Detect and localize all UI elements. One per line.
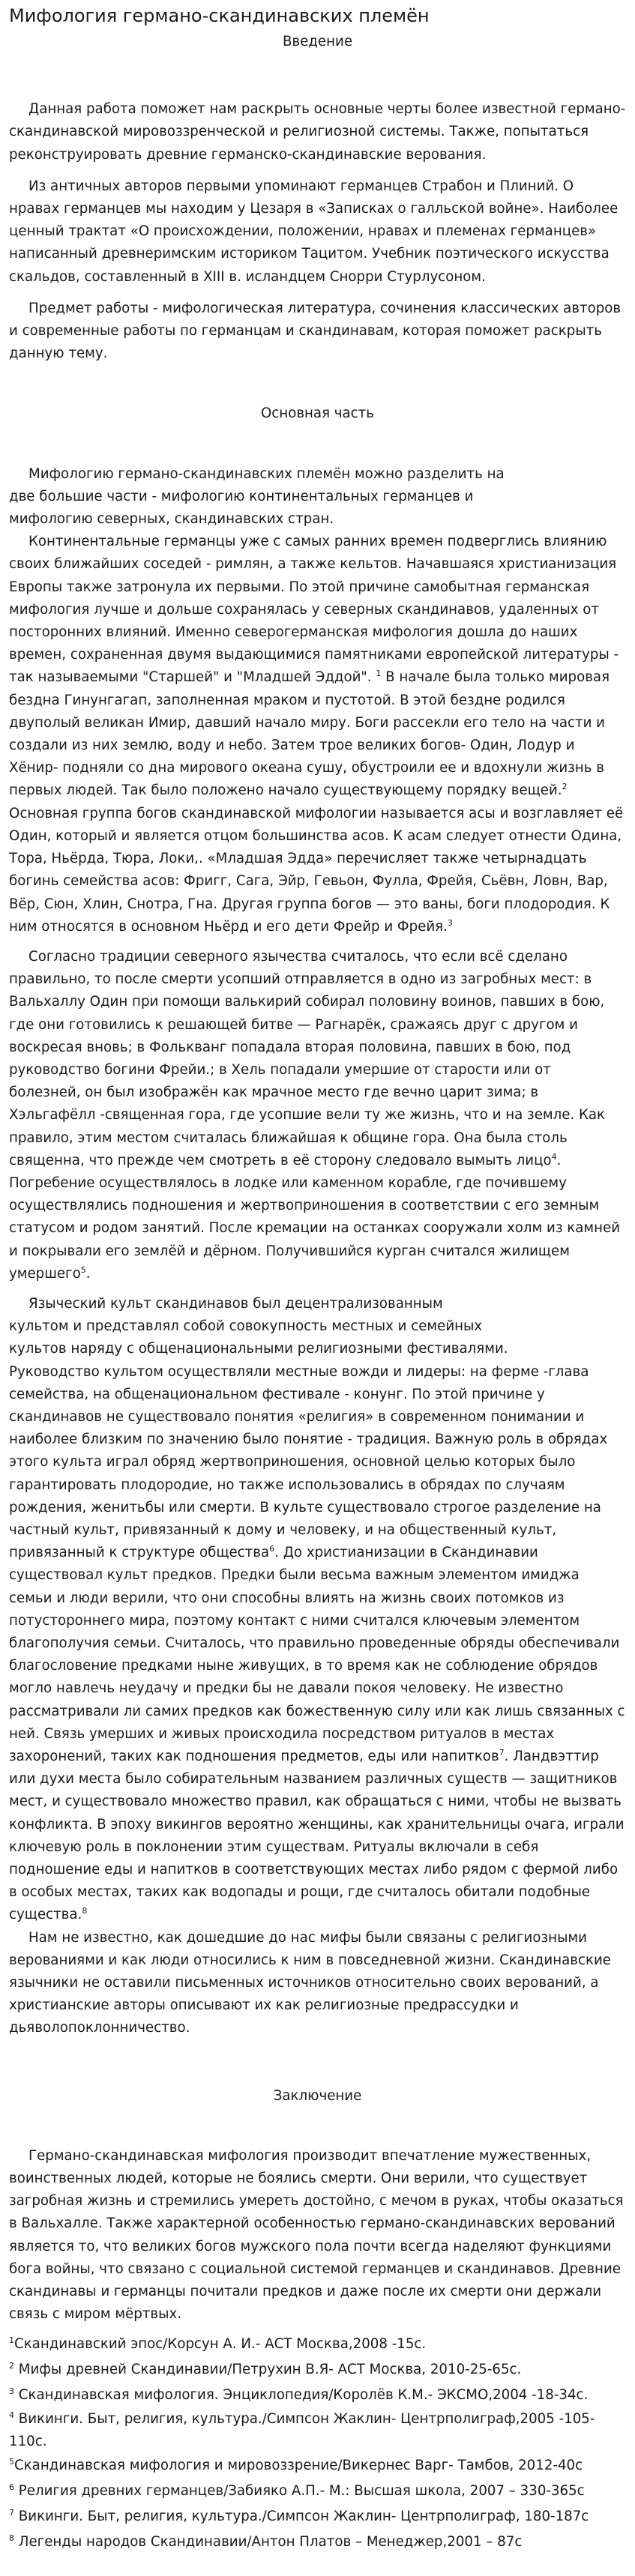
footnote-ref-7[interactable]: 7 bbox=[499, 1747, 505, 1758]
spacer bbox=[9, 938, 626, 946]
footnote-4: $^4$ Викинги. Быт, религия, культура./Симпсон Жаклин- Центрполиграф,2005 -105-110с. bbox=[9, 2410, 595, 2450]
intro-heading: Введение bbox=[282, 34, 353, 49]
intro-paragraph-1: Данная работа поможет нам раскрыть основные черты более известной германо-скандинавской мировоззренческой и религиозной системы. Также, попытаться реконструировать древние германско-скандинавские верования. bbox=[9, 101, 626, 163]
footnote-6: $^6$ Религия древних германцев/Забияко А.П.- М.: Высшая школа, 2007 – 330-365с bbox=[9, 2482, 585, 2500]
main-paragraph-2: Континентальные германцы уже с самых ранних времен подверглись влиянию своих ближайших соседей - римлян, а также кельтов. Начавшаяся христианизация Европы также затронула их первыми. По этой причине самобытная германская мифология лучше и дольше сохранялась у северных скандинавов, удаленных от посторонних влияний. Именно северогерманская мифология дошла до наших времен, сохраненная двумя выдающимися памятниками европейской литературы - так называемыми "Старшей" и "Младшей Эддой". $^1$ В начале была только мировая бездна Гинунгагап, заполненная мраком и пустотой. В этой бездне родился двуполый великан Имир, давший начало миру. Боги рассекли его тело на части и создали из них землю, воду и небо. Затем трое великих богов- Один, Лодур и Хёнир- подняли со дна мирового океана сушу, обустроили ее и вдохнули жизнь в первых людей. Так было положено начало существующему порядку вещей.$^2$ Основная группа богов скандинавской мифологии называется асы и возглавляет её Один, который и является отцом большинства асов. К асам следует отнести Одина, Тора, Ньёрда, Тюра, Локи,. «Младшая Эдда» перечисляет также четырнадцать богинь семейства асов: Фригг, Сага, Эйр, Гевьон, Фулла, Фрейя, Сьёвн, Ловн, Вар, Вёр, Сюн, Хлин, Снотра, Гна. Другая группа богов — это ваны, боги плодородия. К ним относятся в основном Ньёрд и его дети Фрейр и Фрейя.$^3$ bbox=[9, 534, 624, 935]
intro-paragraph-2: Из античных авторов первыми упоминают германцев Страбон и Плиний. О нравах германцев мы находим у Цезаря в «Записках о галльской войне». Наиболее ценный трактат «О происхождении, положении, нравах и племенах германцев» написанный древнеримским историком Тацитом. Учебник поэтического искусства скальдов, составленный в XIII в. исландцем Снорри Стурлусоном. bbox=[9, 178, 619, 285]
footnote-ref-4[interactable]: 4 bbox=[551, 1151, 557, 1162]
footnote-ref-8[interactable]: 8 bbox=[82, 1906, 88, 1916]
spacer bbox=[9, 166, 626, 175]
footnote-ref-6[interactable]: 6 bbox=[269, 1544, 275, 1554]
footnotes-list bbox=[9, 2332, 626, 2555]
main-paragraph-1-line-1: Мифологию германо-скандинавских племён можно разделить на bbox=[28, 465, 505, 482]
document-title: Мифология германо-скандинавских племён bbox=[9, 5, 430, 26]
spacer bbox=[9, 365, 626, 402]
main-paragraph-3: Согласно традиции северного язычества считалось, что если всё сделано правильно, то после смерти усопший отправляется в одно из загробных мест: в Вальхаллу Один при помощи валькирий собирал половину воинов, павших в бою, где они готовились к решающей битве — Рагнарёк, сражаясь друг с другом и воскресая вновь; в Фолькванг попадала вторая половина, павших в бою, под руководство богини Фрейи.; в Хель попадали умершие от старости или от болезней, он был изображён как мрачное место где вечно царит зима; в Хэльгафёлл -священная гора, где усопшие вели ту же жизнь, что и на земле. Как правило, этим местом считалась ближайшая к общине гора. Она была столь священна, что прежде чем смотреть в её сторону следовало вымыть лицо$^4$. Погребение осуществлялось в лодке или каменном корабле, где почившему осуществлялись подношения и жертвоприношения в соответствии с его земным статусом и родом занятий. После кремации на останках сооружали холм из камней и покрывали его землёй и дёрном. Получившийся курган считался жилищем умершего$^5$. bbox=[9, 948, 621, 1282]
footnote-7: $^7$ Викинги. Быт, религия, культура./Симпсон Жаклин- Центрполиграф, 180-187с bbox=[9, 2508, 589, 2525]
spacer bbox=[9, 2326, 626, 2332]
intro-paragraph-3: Предмет работы - мифологическая литература, сочинения классических авторов и современные работы по германцам и скандинавам, которая поможет раскрыть данную тему. bbox=[9, 300, 622, 362]
main-paragraph-1-line-2: две большие части - мифологию континентальных германцев и bbox=[9, 488, 474, 504]
footnote-ref-2[interactable]: 2 bbox=[562, 782, 568, 792]
footnote-ref-5[interactable]: 5 bbox=[80, 1264, 86, 1275]
spacer bbox=[9, 426, 626, 463]
footnote-5: $^5$Скандинавская мифология и мировоззрение/Викернес Варг- Тамбов, 2012-40с bbox=[9, 2457, 583, 2474]
main-paragraph-5: Нам не известно, как дошедшие до нас мифы были связаны с религиозными верованиями и как люди относились к ним в повседневной жизни. Скандинавские язычники не оставили письменных источников относительно своих верований, а христианские авторы описывают их как религиозные предрассудки и дьяволопоклонничество. bbox=[9, 1929, 611, 2036]
main-paragraph-4-line-1: Языческий культ скандинавов был децентрализованным bbox=[28, 1295, 443, 1312]
main-heading: Основная часть bbox=[260, 405, 374, 422]
main-paragraph-4: Руководство культом осуществляли местные вожди и лидеры: на ферме -глава семейства, на общенациональном фестивале - конунг. По этой причине у скандинавов не существовало понятия «религия» в современном понимании и наиболее близким по значению было понятие - традиция. Важную роль в обрядах этого культа играл обряд жертвоприношения, основной целью которых было гарантировать плодородие, но также использовались в обрядах по случаям рождения, женитьбы или смерти. В культе существовало строгое разделение на частный культ, привязанный к дому и человеку, и на общественный культ, привязанный к структуре общества$^6$. До христианизации в Скандинавии существовал культ предков. Предки были весьма важным элементом имиджа семьи и люди верили, что они способны влиять на жизнь своих потомков из потустороннего мира, поэтому контакт с ними считался ключевым элементом благополучия семьи. Считалось, что правильно проведенные обряды обеспечивали благословение предками ныне живущих, в то время как не соблюдение обрядов могло навлечь неудачу и предки бы не давали покоя человеку. Не известно рассматривали ли самих предков как божественную силу или как лишь связанных с ней. Связь умерших и живых происходила посредством ритуалов в местах захоронений, таких как подношения предметов, еды или напитков$^7$. Ландвэттир или духи места было собирательным названием различных существ — защитников мест, и существовало множество правил, как обращаться с ними, чтобы не вызвать конфликта. В эпоху викингов вероятно женщины, как хранительницы очага, играли ключевую роль в поклонении этим существам. Ритуалы включали в себя подношение еды и напитков в соответствующих местах либо рядом с фермой либо в особых местах, таких как водопады и рощи, где считалось обитали подобные существа.$^8$ bbox=[9, 1363, 625, 1923]
main-paragraph-1-line-3: мифологию северных, скандинавских стран. bbox=[9, 511, 334, 528]
footnote-2: $^2$ Мифы древней Скандинавии/Петрухин В.Я- АСТ Москва, 2010-25-65с. bbox=[9, 2361, 522, 2378]
main-paragraph-4-line-3: культов наряду с общенациональными религиозными фестивалями. bbox=[9, 1341, 508, 1357]
spacer bbox=[9, 2108, 626, 2145]
conclusion-paragraph: Германо-скандинавская мифология производит впечатление мужественных, воинственных людей, которые не боялись смерти. Они верили, что существует загробная жизнь и стремились умереть достойно, с мечом в руках, чтобы оказаться в Вальхалле. Также характерной особенностью германо-скандинавских верований является то, что великих богов мужского пола почти всегда наделяют функциями бога войны, что связано с социальной системой германцев и скандинавов. Древние скандинавы и германцы почитали предков и даже после их смерти они держали связь с миром мёртвых. bbox=[9, 2147, 624, 2323]
spacer bbox=[9, 1285, 626, 1293]
main-paragraph-4-line-2: культом и представлял собой совокупность местных и семейных bbox=[9, 1318, 483, 1335]
footnote-ref-3[interactable]: 3 bbox=[447, 917, 453, 928]
spacer bbox=[9, 2040, 626, 2085]
footnote-1: $^1$Скандинавский эпос/Корсун А. И.- АСТ Москва,2008 -15с. bbox=[9, 2335, 427, 2353]
spacer bbox=[9, 53, 626, 98]
spacer bbox=[9, 289, 626, 298]
footnote-3: $^3$ Скандинавская мифология. Энциклопедия/Королёв К.М.- ЭКСМО,2004 -18-34с. bbox=[9, 2386, 589, 2404]
conclusion-heading: Заключение bbox=[273, 2087, 362, 2104]
footnote-8: $^8$ Легенды народов Скандинавии/Антон Платов – Менеджер,2001 – 87с bbox=[9, 2533, 523, 2551]
footnote-ref-1[interactable]: 1 bbox=[376, 669, 382, 679]
